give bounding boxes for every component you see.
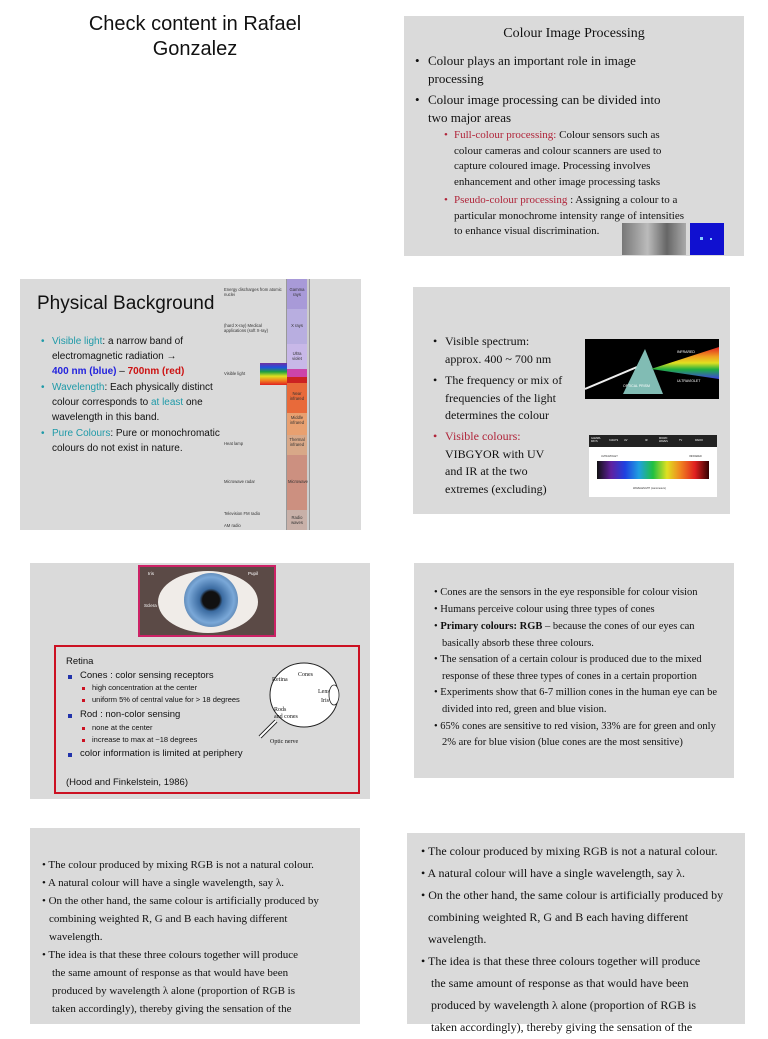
sub-text: to enhance visual discrimination. (454, 225, 600, 237)
text: approx. 400 ~ 700 nm (445, 351, 552, 366)
bullet: • (434, 621, 441, 632)
sub-text: colour cameras and colour scanners are used to (454, 144, 662, 157)
page-note (60, 12, 330, 62)
text-line: taken accordingly), thereby giving the sensation of the (431, 1020, 693, 1034)
text: electromagnetic radiation → (52, 351, 177, 362)
eye-label-sclera: Sclera (144, 603, 157, 608)
term-pure-colours: Pure Colours (52, 428, 111, 439)
band-label: UV (624, 439, 628, 442)
rod-text: Rod : non-color sensing (80, 709, 181, 720)
spectrum-label: Microwave radar (224, 479, 255, 484)
text: one (183, 397, 203, 408)
diagram-label: Retina (272, 677, 288, 683)
cones-text: Cones : color sensing receptors (80, 670, 214, 681)
prism-label: OPTICAL PRISM (623, 384, 650, 388)
eye-cross-section-diagram (256, 657, 356, 747)
text: extremes (excluding) (445, 481, 547, 496)
slide-rgb-natural-colour-left (30, 828, 360, 1024)
prism-image (585, 339, 719, 399)
text-line-primary (434, 619, 724, 636)
term-visible-colours: • Visible colours: (445, 429, 521, 443)
text-line: • 65% cones are sensitive to red vision, 33% are for green and only (434, 721, 716, 732)
blue-nm: 400 nm (blue) (52, 366, 117, 377)
text-line: 2% are for blue vision (blue cones are the most sensitive) (442, 737, 683, 748)
text: : Pure or monochromatic (110, 428, 220, 439)
text: colour corresponds to (52, 397, 151, 408)
text-line: • The sensation of a certain colour is produced due to the mixed (434, 654, 702, 665)
band-label: TV (679, 439, 683, 442)
rod-sub: increase to max at ~18 degrees (92, 735, 198, 744)
band-label: GAMMA RAYS (591, 437, 601, 443)
bullet-frequency (445, 372, 575, 425)
text-line: • Experiments show that 6-7 million cones in the human eye can be (434, 687, 718, 698)
text-line: basically absorb these three colours. (442, 638, 594, 649)
text-line: • Humans perceive colour using three types of cones (434, 604, 655, 615)
band-label: Radio waves (291, 515, 303, 525)
diagram-label: Optic nerve (270, 739, 299, 745)
slide-physical-background (20, 279, 361, 530)
text-line: • The idea is that these three colours together will produce (42, 949, 298, 961)
text-line: produced by wavelength λ alone (proportion of RGB is (431, 998, 697, 1012)
prism-label: INFRARED (677, 350, 695, 354)
text-line: combining weighted R, G and B each having different (49, 913, 288, 925)
sub-text: : Assigning a colour to a (567, 194, 678, 206)
text-line: • On the other hand, the same colour is artificially produced by (42, 895, 319, 907)
slide-visible-spectrum (413, 287, 730, 514)
bullet-line: • Colour plays an important role in image (428, 53, 636, 68)
bullet-visible-colours (445, 428, 575, 498)
sub-text: enhancement and other image processing tasks (454, 175, 661, 188)
at-least: at least (150, 397, 184, 408)
text: frequencies of the light (445, 390, 556, 405)
term-full-colour: Full-colour processing: (454, 129, 557, 141)
slide-rgb-natural-colour-right (407, 833, 745, 1034)
eye-photo (138, 565, 276, 637)
prism-label: ULTRAVIOLET (677, 379, 701, 383)
term-visible-light: Visible light (52, 336, 103, 347)
sub-text: particular monochrome intensity range of intensities (454, 209, 685, 222)
retina-box (54, 645, 360, 794)
slide-colour-image-processing (404, 16, 744, 256)
text-line: • Cones are the sensors in the eye responsible for colour vision (434, 587, 698, 598)
spectrum-label: Television FM radio (224, 511, 261, 516)
text: : Each physically distinct (104, 382, 213, 393)
spectrum-label: Energy discharges from atomic nuclei (224, 287, 282, 297)
red-nm: 700nm (red) (127, 366, 185, 377)
bullet-wavelength (52, 380, 242, 425)
band-label: WAVELENGTH (nanometers) (633, 487, 666, 490)
bullet-line: two major areas (428, 110, 512, 125)
diagram-label: Iris (321, 698, 329, 704)
dash: – (116, 366, 128, 377)
text: • The frequency or mix of (445, 373, 563, 387)
diagram-label: Cones (298, 672, 313, 678)
slide-retina (30, 563, 370, 799)
text-line: the same amount of response as that would have been (52, 967, 289, 979)
diagram-label: and cones (274, 714, 298, 720)
text-line: wavelength. (428, 932, 487, 946)
spectrum-label: (hard X-ray) Medical applications (soft X-ray) (224, 323, 268, 333)
wavelength-bands-image (589, 435, 717, 497)
slide-title: Colour Image Processing (503, 26, 645, 41)
diagram-label: Lens (318, 689, 330, 695)
text-line: produced by wavelength λ alone (proportion of RGB is (52, 985, 296, 997)
eye-label-iris: Iris (148, 571, 154, 576)
text-line: divided into red, green and blue vision. (442, 704, 607, 715)
band-label: ULTRAVIOLET (601, 455, 618, 458)
spectrum-label: AM radio (224, 523, 241, 528)
bullet-role (428, 52, 708, 88)
slide-cones (414, 563, 734, 778)
text-line: • The idea is that these three colours together will produce (421, 954, 701, 968)
term-pseudo-colour: Pseudo-colour processing (454, 194, 568, 206)
xray-grayscale-image (622, 223, 686, 255)
band-label: Thermal infrared (289, 437, 305, 447)
text-line: the same amount of response as that would have been (431, 976, 689, 990)
text: : a narrow band of (102, 336, 184, 347)
sub-bullet-full-colour (454, 128, 694, 190)
term-primary-colours: Primary colours: RGB (440, 621, 543, 632)
retina-title: Retina (66, 656, 94, 667)
sub-text: capture coloured image. Processing involves (454, 160, 651, 172)
bullet-line: • Colour image processing can be divided into (428, 92, 661, 107)
band-label: INFRARED (689, 455, 702, 458)
term-wavelength: Wavelength (52, 382, 105, 393)
text: – because the cones of our eyes can (542, 621, 695, 632)
citation: (Hood and Finkelstein, 1986) (66, 777, 188, 788)
rod-sub: none at the center (92, 723, 153, 732)
diagram-label: Rods (274, 707, 287, 713)
spectrum-label: Visible light (224, 371, 246, 376)
bullet-line: processing (428, 71, 484, 86)
text: determines the colour (445, 408, 549, 422)
band-label: MICRO WAVES (659, 437, 668, 443)
band-label: X rays (291, 323, 303, 328)
text-line: • The colour produced by mixing RGB is not a natural colour. (42, 859, 314, 871)
text-line: • The colour produced by mixing RGB is not a natural colour. (421, 844, 718, 858)
band-label: Middle infrared (289, 415, 305, 425)
text-line: response of these three types of cones in a certain proportion (442, 671, 697, 682)
sub-text: Colour sensors such as (556, 129, 660, 141)
pseudo-colour-image (690, 223, 724, 255)
spectrum-label: Heat lamp (224, 441, 244, 446)
text-line: taken accordingly), thereby giving the sensation of the (52, 1003, 292, 1015)
bullet-divided (428, 91, 708, 127)
eye-label-pupil: Pupil (248, 571, 259, 576)
text-line: • A natural colour will have a single wavelength, say λ. (421, 866, 685, 880)
em-spectrum-diagram (220, 279, 361, 530)
text-line: wavelength. (49, 931, 103, 943)
cones-sub: high concentration at the center (92, 683, 198, 692)
band-label: Microwave (288, 479, 309, 484)
bullet-visible-spectrum (445, 333, 575, 368)
band-label: X-RAYS (609, 439, 619, 442)
text-line: combining weighted R, G and B each having different (428, 910, 689, 924)
bullet-pure-colours (52, 426, 242, 456)
cones-sub: uniform 5% of central value for > 18 degrees (92, 695, 240, 704)
text: • Visible spectrum: (445, 334, 530, 348)
band-label: Gamma rays (289, 287, 305, 297)
page-note-line1: Check content in Rafael (88, 13, 302, 35)
periphery-text: color information is limited at periphery (80, 748, 243, 759)
bullet-visible-light (52, 334, 242, 379)
page-note-line2: Gonzalez (152, 38, 238, 60)
text: and IR at the two (445, 464, 528, 478)
text: colours do not exist in nature. (52, 443, 183, 454)
text: VIBGYOR with UV (445, 446, 545, 461)
band-label: Ultra violet (292, 351, 302, 361)
text-line: • A natural colour will have a single wavelength, say λ. (42, 877, 284, 889)
text: wavelength in this band. (52, 412, 160, 423)
band-label: Near infrared (289, 391, 305, 401)
band-label: RADIO (695, 439, 703, 442)
text-line: • On the other hand, the same colour is artificially produced by (421, 888, 724, 902)
slide-title: Physical Background (37, 293, 215, 314)
band-label: IR (645, 439, 648, 442)
